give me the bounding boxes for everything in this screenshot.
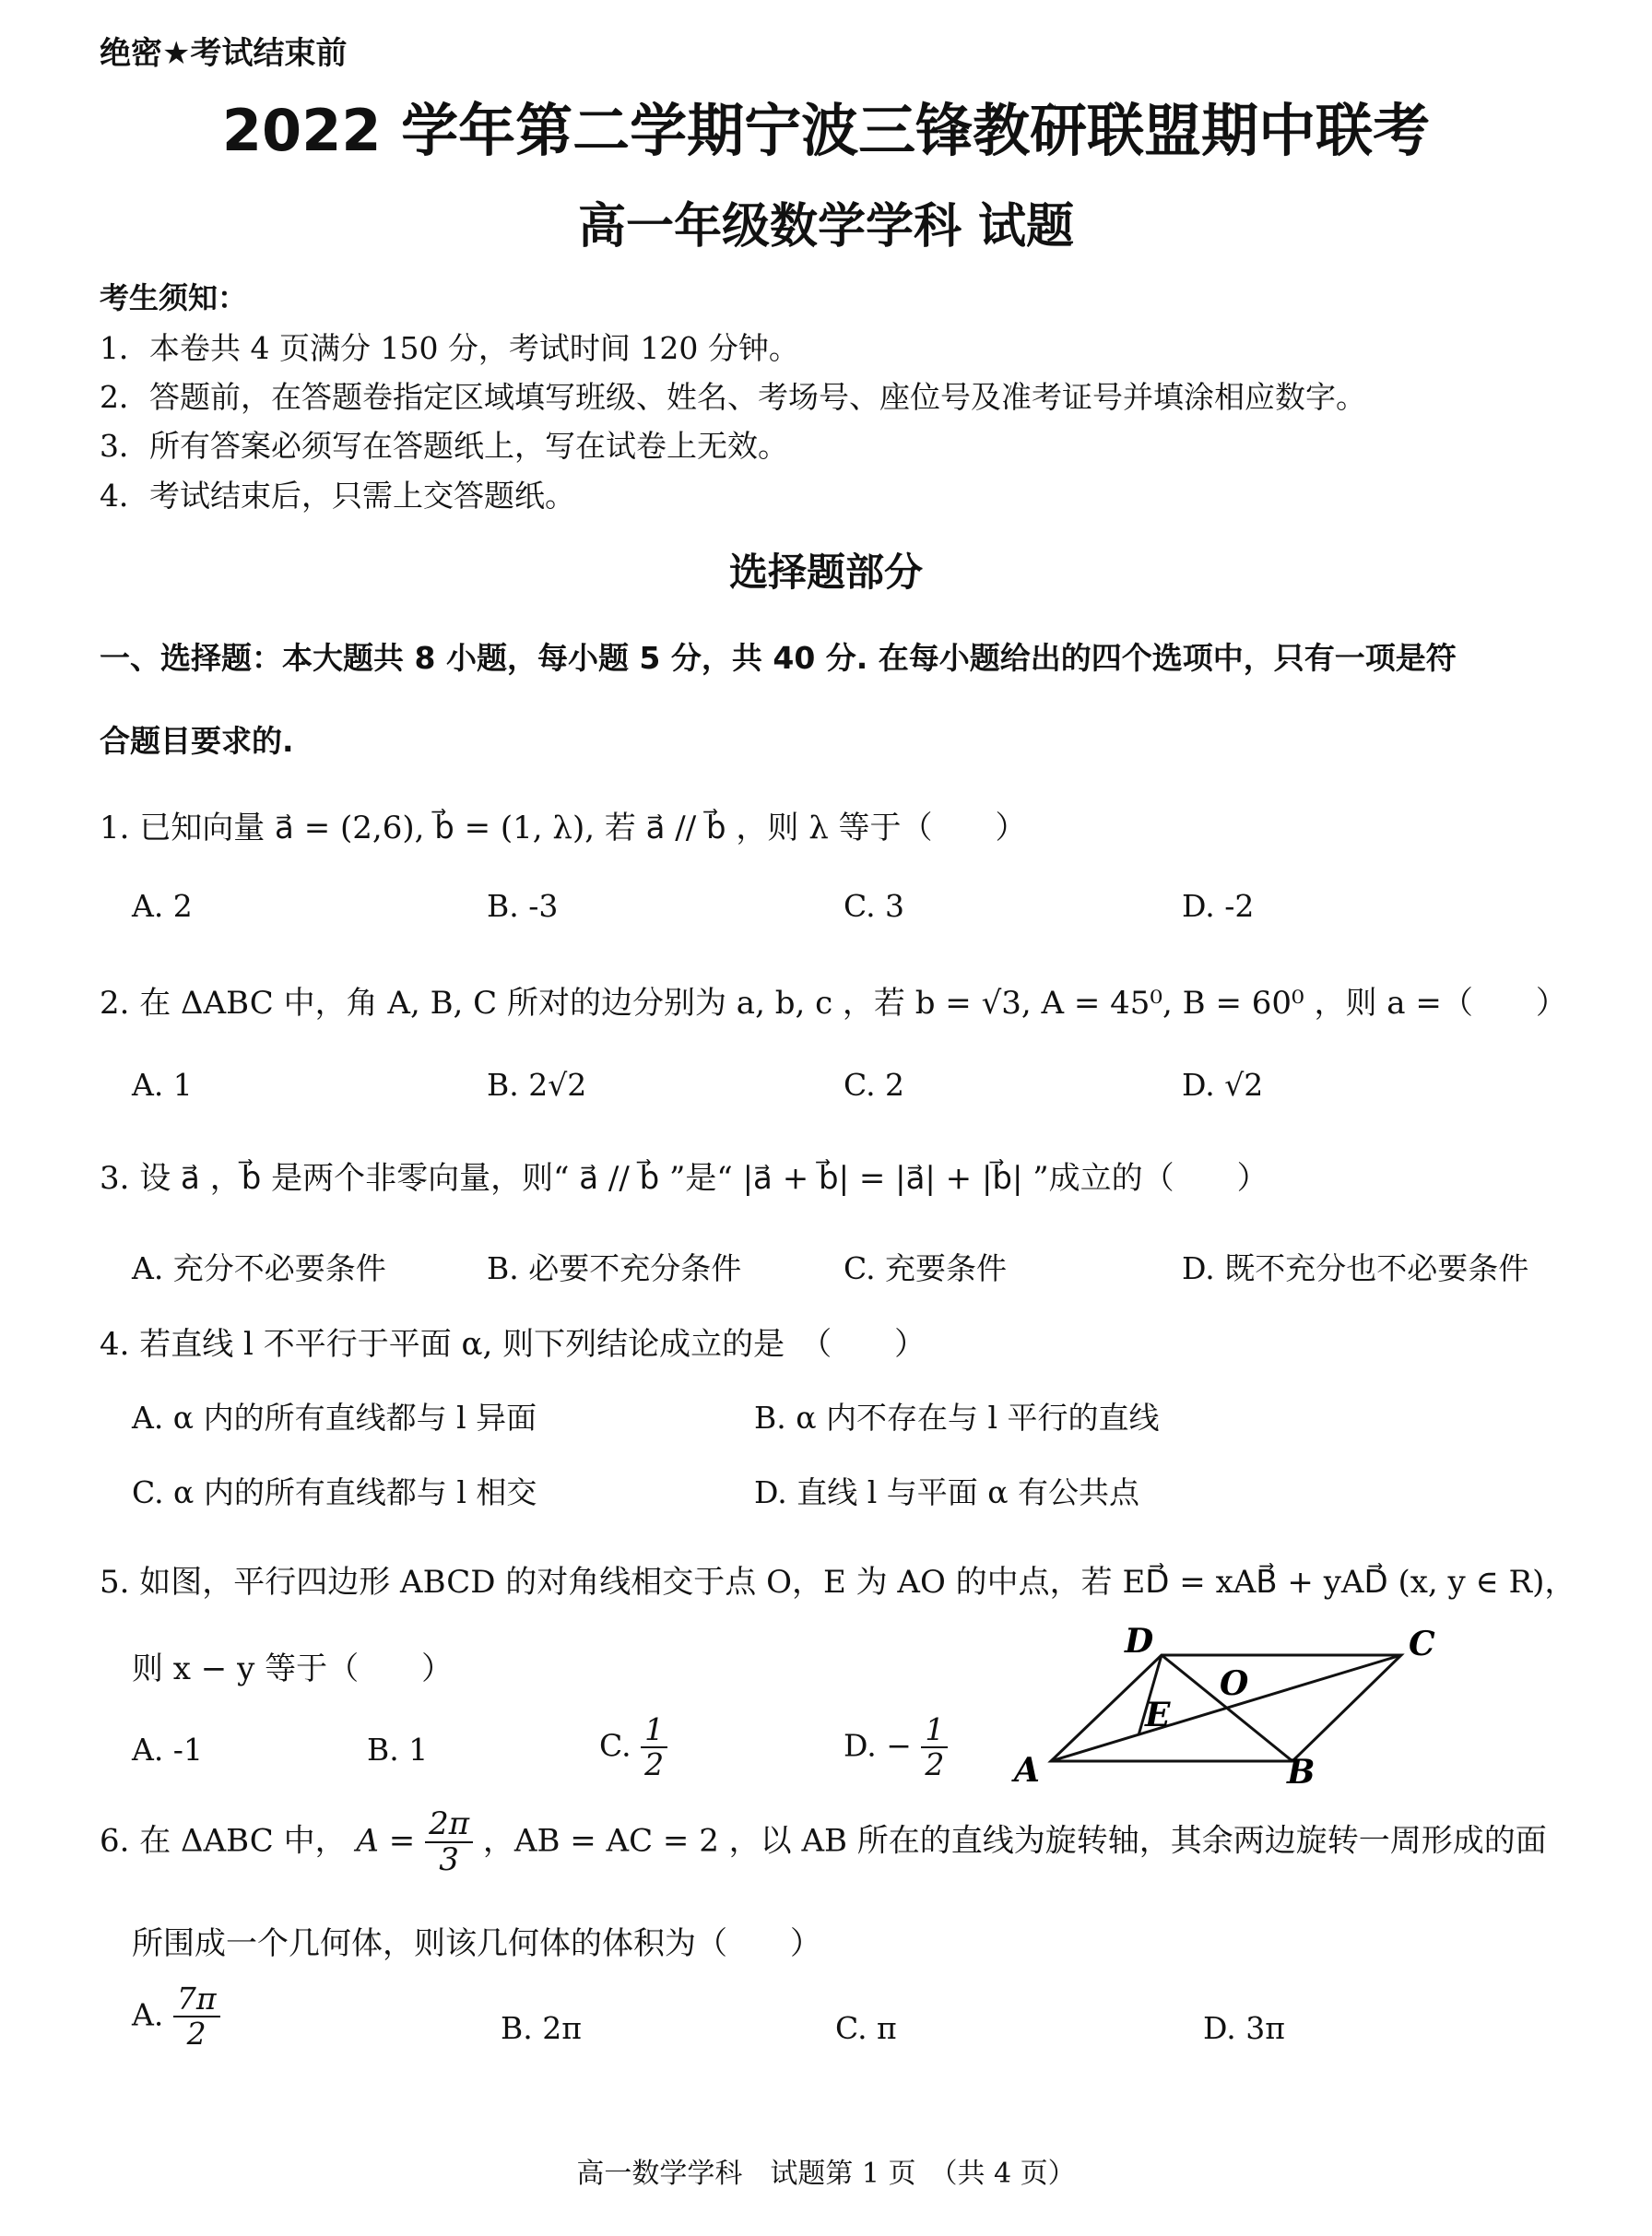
question-1-option-b: B. -3 (487, 888, 559, 924)
section-title: 选择题部分 (728, 550, 923, 595)
page-footer: 高一数学学科 试题第 1 页 （共 4 页） (576, 2158, 1076, 2190)
question-3-option-b: B. 必要不充分条件 (487, 1250, 742, 1286)
exam-subtitle: 高一年级数学学科 试题 (577, 199, 1075, 254)
question-3-stem: 3. 设 a⃗ ，b⃗ 是两个非零向量，则“ a⃗ // b⃗ ”是“ |a⃗ + b⃗| = |a⃗| + |b⃗| ”成立的（ ） (100, 1160, 1268, 1197)
question-5-stem: 5. 如图，平行四边形 ABCD 的对角线相交于点 O，E 为 AO 的中点，若 ED⃗ = xAB⃗ + yAD⃗ (x, y ∈ R)， (100, 1564, 1576, 1601)
notice-item: 4．考试结束后，只需上交答题纸。 (100, 478, 575, 514)
label-c: C (1409, 1625, 1435, 1663)
question-3-option-a: A. 充分不必要条件 (132, 1250, 386, 1286)
question-2-option-a: A. 1 (132, 1067, 193, 1103)
question-1-option-a: A. 2 (132, 888, 193, 924)
question-4-option-c: C. α 内的所有直线都与 l 相交 (132, 1474, 537, 1510)
option-label: C. (599, 1727, 631, 1764)
question-1-option-d: D. -2 (1182, 888, 1255, 924)
question-2-option-d: D. √2 (1182, 1067, 1264, 1103)
fraction: $\frac{1}{2}$ (921, 1713, 948, 1782)
notice-item: 1．本卷共 4 页满分 150 分，考试时间 120 分钟。 (100, 330, 799, 366)
parallelogram-figure (996, 1623, 1457, 1789)
part-instructions-cont: 合题目要求的. (100, 723, 294, 759)
label-b: B (1287, 1753, 1316, 1789)
question-4-option-b: B. α 内不存在与 l 平行的直线 (754, 1400, 1160, 1436)
fraction: $\frac{7\pi}{2}$ (173, 1982, 220, 2052)
label-o: O (1220, 1664, 1249, 1703)
part-instructions: 一、选择题：本大题共 8 小题，每小题 5 分，共 40 分. 在每小题给出的四个选项中，只有一项是符 (100, 640, 1457, 676)
exam-title: 2022 学年第二学期宁波三锋教研联盟期中联考 (221, 97, 1431, 164)
question-4-option-a: A. α 内的所有直线都与 l 异面 (132, 1400, 537, 1436)
question-2-option-c: C. 2 (844, 1067, 905, 1103)
question-2-option-b: B. 2√2 (487, 1067, 587, 1103)
question-1-option-c: C. 3 (844, 888, 905, 924)
notice-heading: 考生须知： (100, 280, 248, 315)
notice-item: 2．答题前，在答题卷指定区域填写班级、姓名、考场号、座位号及准考证号并填涂相应数字。 (100, 379, 1366, 415)
fraction: $\frac{1}{2}$ (641, 1713, 667, 1782)
question-5-option-d (844, 1713, 948, 1782)
question-6-option-d: D. 3π (1203, 2010, 1285, 2046)
question-5-option-c (599, 1713, 667, 1782)
question-5-option-a: A. -1 (132, 1732, 203, 1768)
question-5-stem-cont: 则 x − y 等于（ ） (132, 1650, 454, 1687)
question-4-option-d: D. 直线 l 与平面 α 有公共点 (754, 1474, 1140, 1510)
question-1-stem: 1. 已知向量 a⃗ = (2,6), b⃗ = (1, λ), 若 a⃗ // b⃗ ，则 λ 等于（ ） (100, 810, 1027, 846)
question-5-option-b: B. 1 (367, 1732, 429, 1768)
question-6-stem-cont: 所围成一个几何体，则该几何体的体积为（ ） (132, 1925, 821, 1962)
question-6-option-a: A. $\frac{7\pi}{2}$ (132, 1982, 220, 2052)
question-3-option-d: D. 既不充分也不必要条件 (1182, 1250, 1529, 1286)
fraction: $\frac{2\pi}{3}$ (425, 1807, 473, 1878)
question-4-stem: 4. 若直线 l 不平行于平面 α, 则下列结论成立的是 （ ） (100, 1326, 926, 1363)
question-6-option-c: C. π (835, 2010, 897, 2046)
label-a: A (1014, 1751, 1040, 1789)
question-3-option-c: C. 充要条件 (844, 1250, 1008, 1286)
question-2-stem: 2. 在 ΔABC 中，角 A, B, C 所对的边分别为 a, b, c ，若 b = √3, A = 45⁰, B = 60⁰ ，则 a =（ ） (100, 985, 1567, 1022)
label-d: D (1125, 1623, 1154, 1661)
confidential-mark: 绝密★考试结束前 (100, 35, 348, 72)
question-6-stem: 6. 在 ΔABC 中， A = $\frac{2\pi}{3}$ ，AB = AC = 2 ，以 AB 所在的直线为旋转轴，其余两边旋转一周形成的面 (100, 1805, 1547, 1879)
label-e: E (1145, 1696, 1171, 1734)
notice-item: 3．所有答案必须写在答题纸上，写在试卷上无效。 (100, 428, 788, 464)
question-6-option-b: B. 2π (501, 2010, 582, 2046)
option-label: D. − (844, 1727, 912, 1764)
